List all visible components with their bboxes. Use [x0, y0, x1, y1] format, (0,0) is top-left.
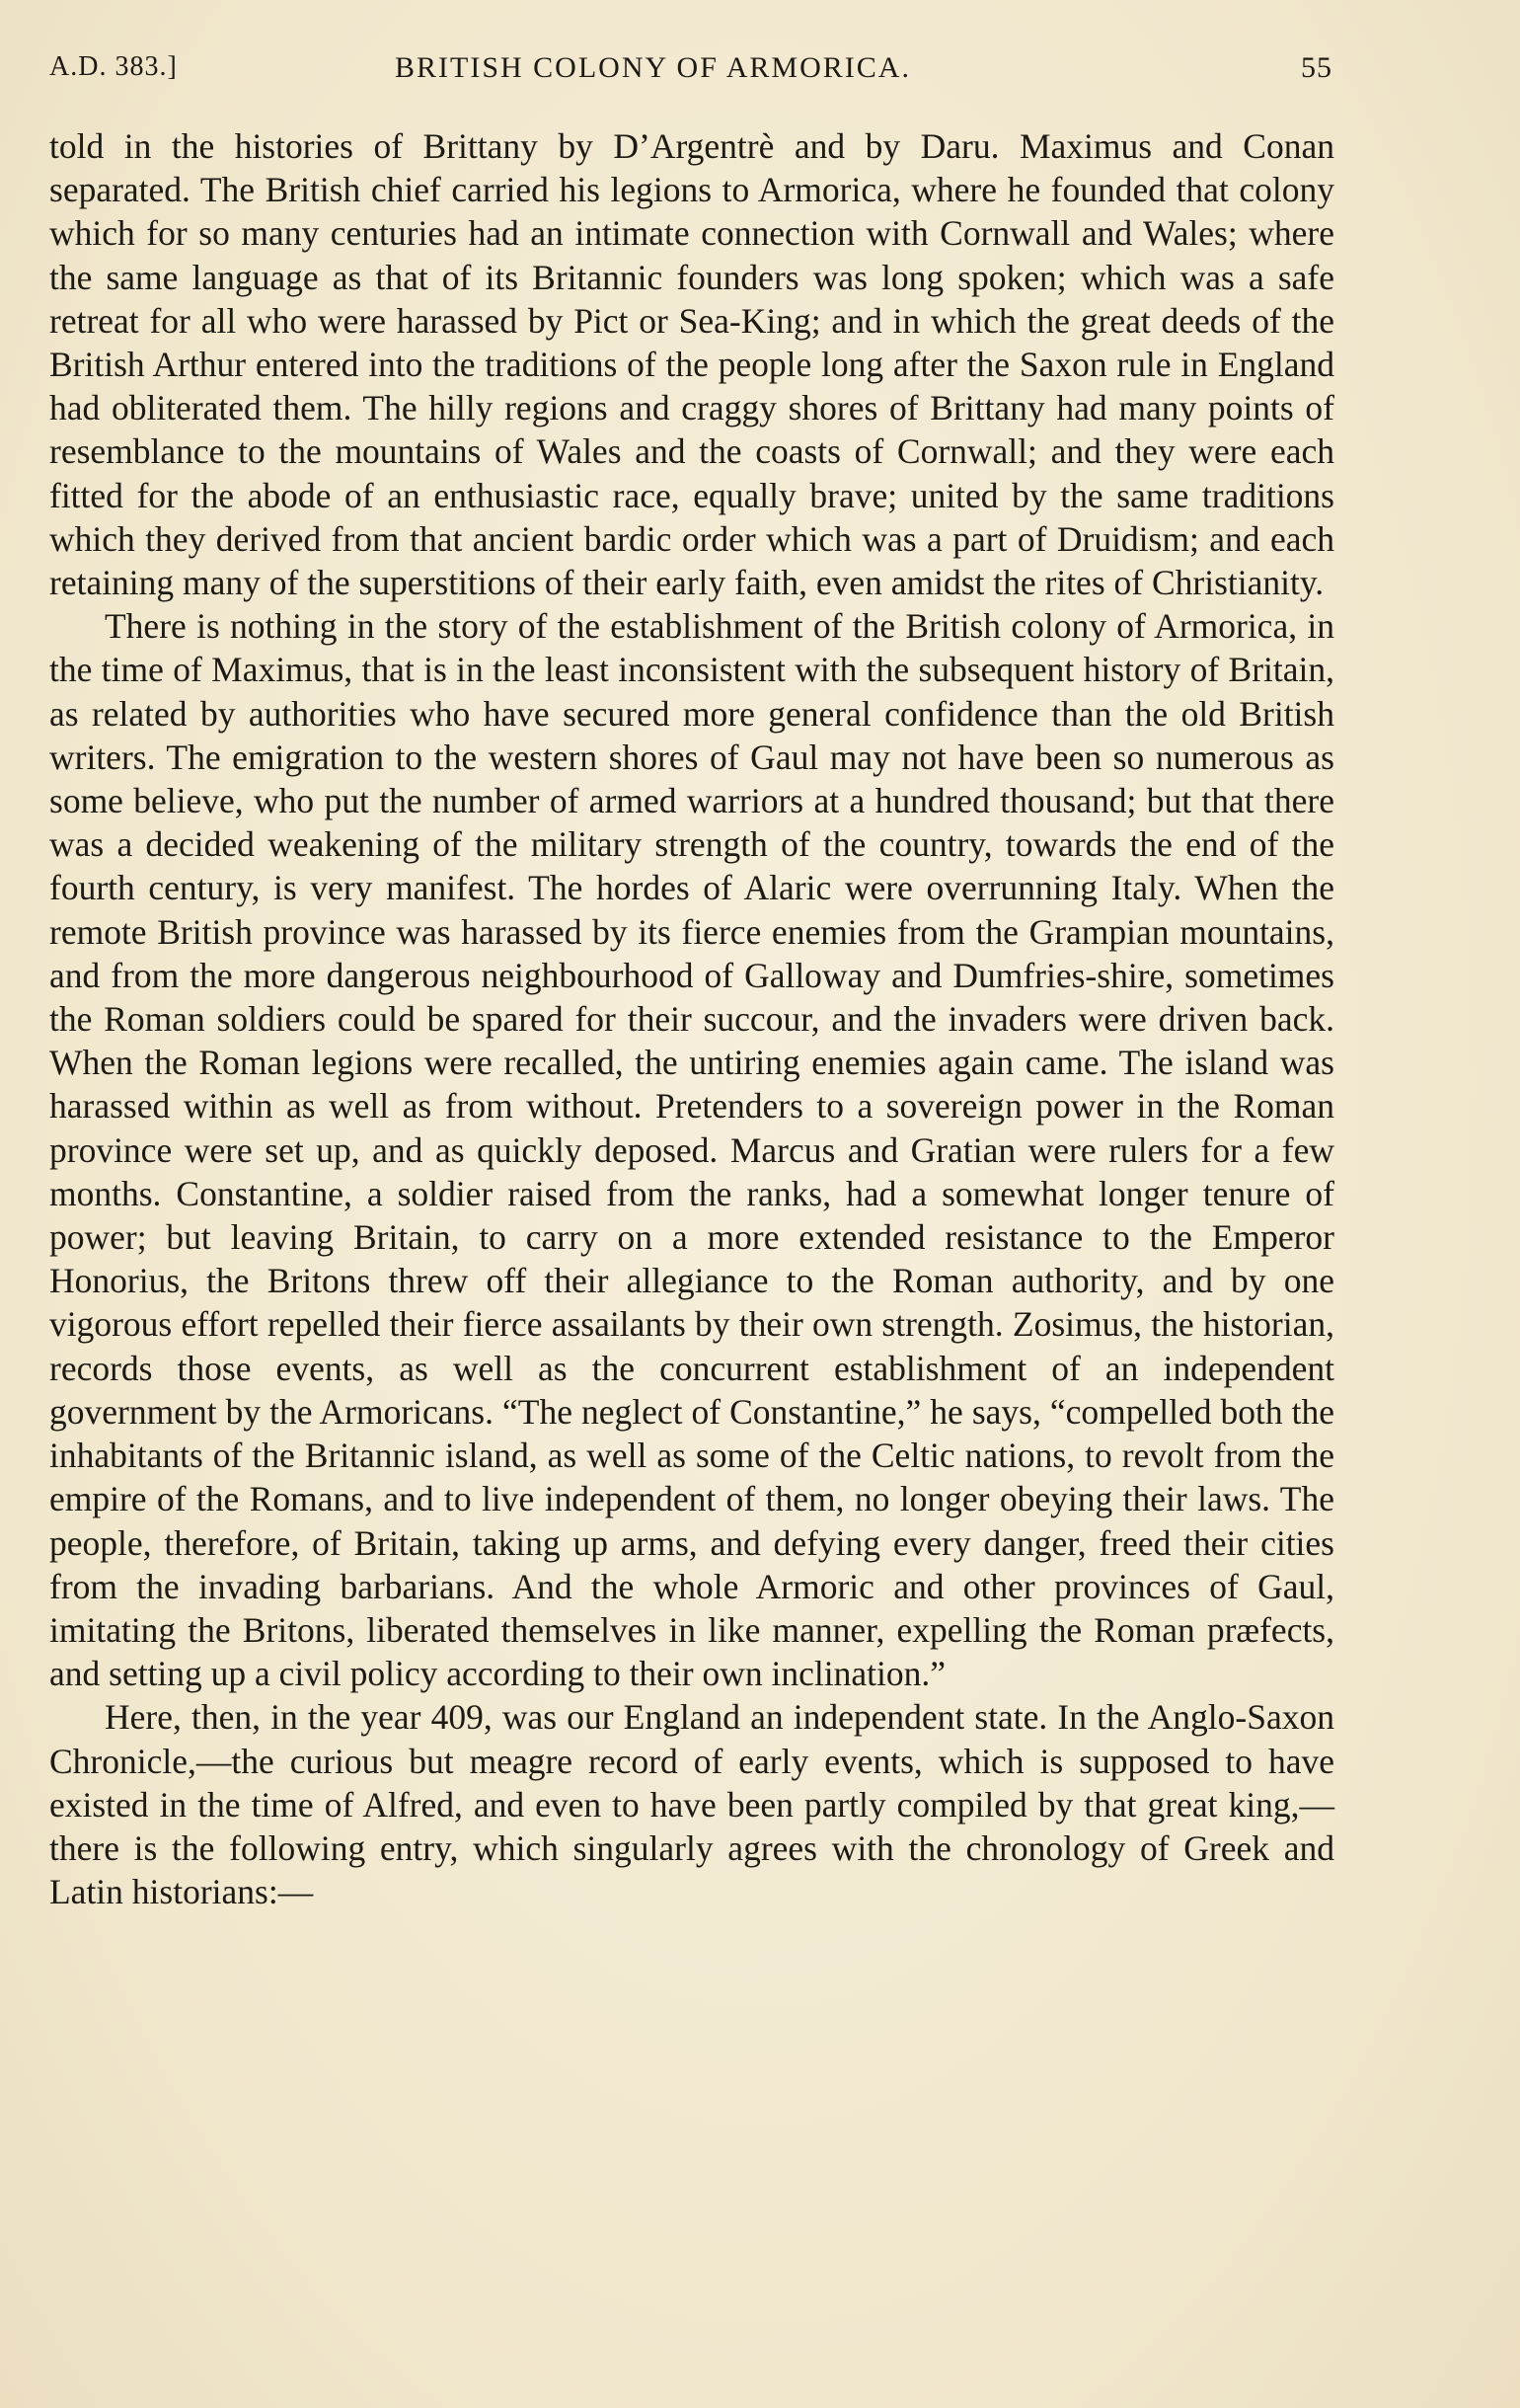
page-number: 55 [1301, 51, 1332, 84]
body-text [49, 124, 1334, 1913]
paragraph-1: told in the histories of Brittany by D’Argentrè and by Daru. Maximus and Conan separated. The British chief carried his legions to Armorica, where he founded that colony which for so many centuries had an intimate connection with Cornwall and Wales; where the same language as that of its Britannic founders was long spoken; which was a safe retreat for all who were harassed by Pict or Sea-King; and in which the great deeds of the British Arthur entered into the traditions of the people long after the Saxon rule in England had obliterated them. The hilly regions and craggy shores of Brittany had many points of resemblance to the mountains of Wales and the coasts of Cornwall; and they were each fitted for the abode of an enthusiastic race, equally brave; united by the same traditions which they derived from that ancient bardic order which was a part of Druidism; and each retaining many of the superstitions of their early faith, even amidst the rites of Christianity. [49, 126, 1334, 603]
header-title: BRITISH COLONY OF ARMORICA. [395, 51, 911, 84]
running-header [49, 51, 1332, 91]
paragraph-2: There is nothing in the story of the establishment of the British colony of Armorica, in the time of Maximus, that is in the least inconsistent with the subsequent history of Britain, as related by authorities who have secured more general confidence than the old British writers. The emigration to the western shores of Gaul may not have been so numerous as some believe, who put the number of armed warriors at a hundred thousand; but that there was a decided weakening of the military strength of the country, towards the end of the fourth century, is very manifest. The hordes of Alaric were overrunning Italy. When the remote British province was harassed by its fierce enemies from the Grampian mountains, and from the more dangerous neighbourhood of Galloway and Dumfries-shire, sometimes the Roman soldiers could be spared for their succour, and the invaders were driven back. When the Roman legions were recalled, the untiring enemies again came. The island was harassed within as well as from without. Pretenders to a sovereign power in the Roman province were set up, and as quickly deposed. Marcus and Gratian were rulers for a few months. Constantine, a soldier raised from the ranks, had a somewhat longer tenure of power; but leaving Britain, to carry on a more extended resistance to the Emperor Honorius, the Britons threw off their allegiance to the Roman authority, and by one vigorous effort repelled their fierce assailants by their own strength. Zosimus, the historian, records those events, as well as the concurrent establishment of an independent government by the Armoricans. “The neglect of Constantine,” he says, “compelled both the inhabitants of the Britannic island, as well as some of the Celtic nations, to revolt from the empire of the Romans, and to live independent of them, no longer obeying their laws. The people, therefore, of Britain, taking up arms, and defying every danger, freed their cities from the invading barbarians. And the whole Armoric and other provinces of Gaul, imitating the Britons, liberated themselves in like manner, expelling the Roman præfects, and setting up a civil policy according to their own inclination.” [49, 606, 1334, 1694]
paragraph-3: Here, then, in the year 409, was our England an independent state. In the Anglo-Saxon Chronicle,—the curious but meagre record of early events, which is supposed to have existed in the time of Alfred, and even to have been partly compiled by that great king,—there is the following entry, which singularly agrees with the chronology of Greek and Latin historians:— [49, 1697, 1334, 1912]
header-date: A.D. 383.] [49, 51, 178, 82]
